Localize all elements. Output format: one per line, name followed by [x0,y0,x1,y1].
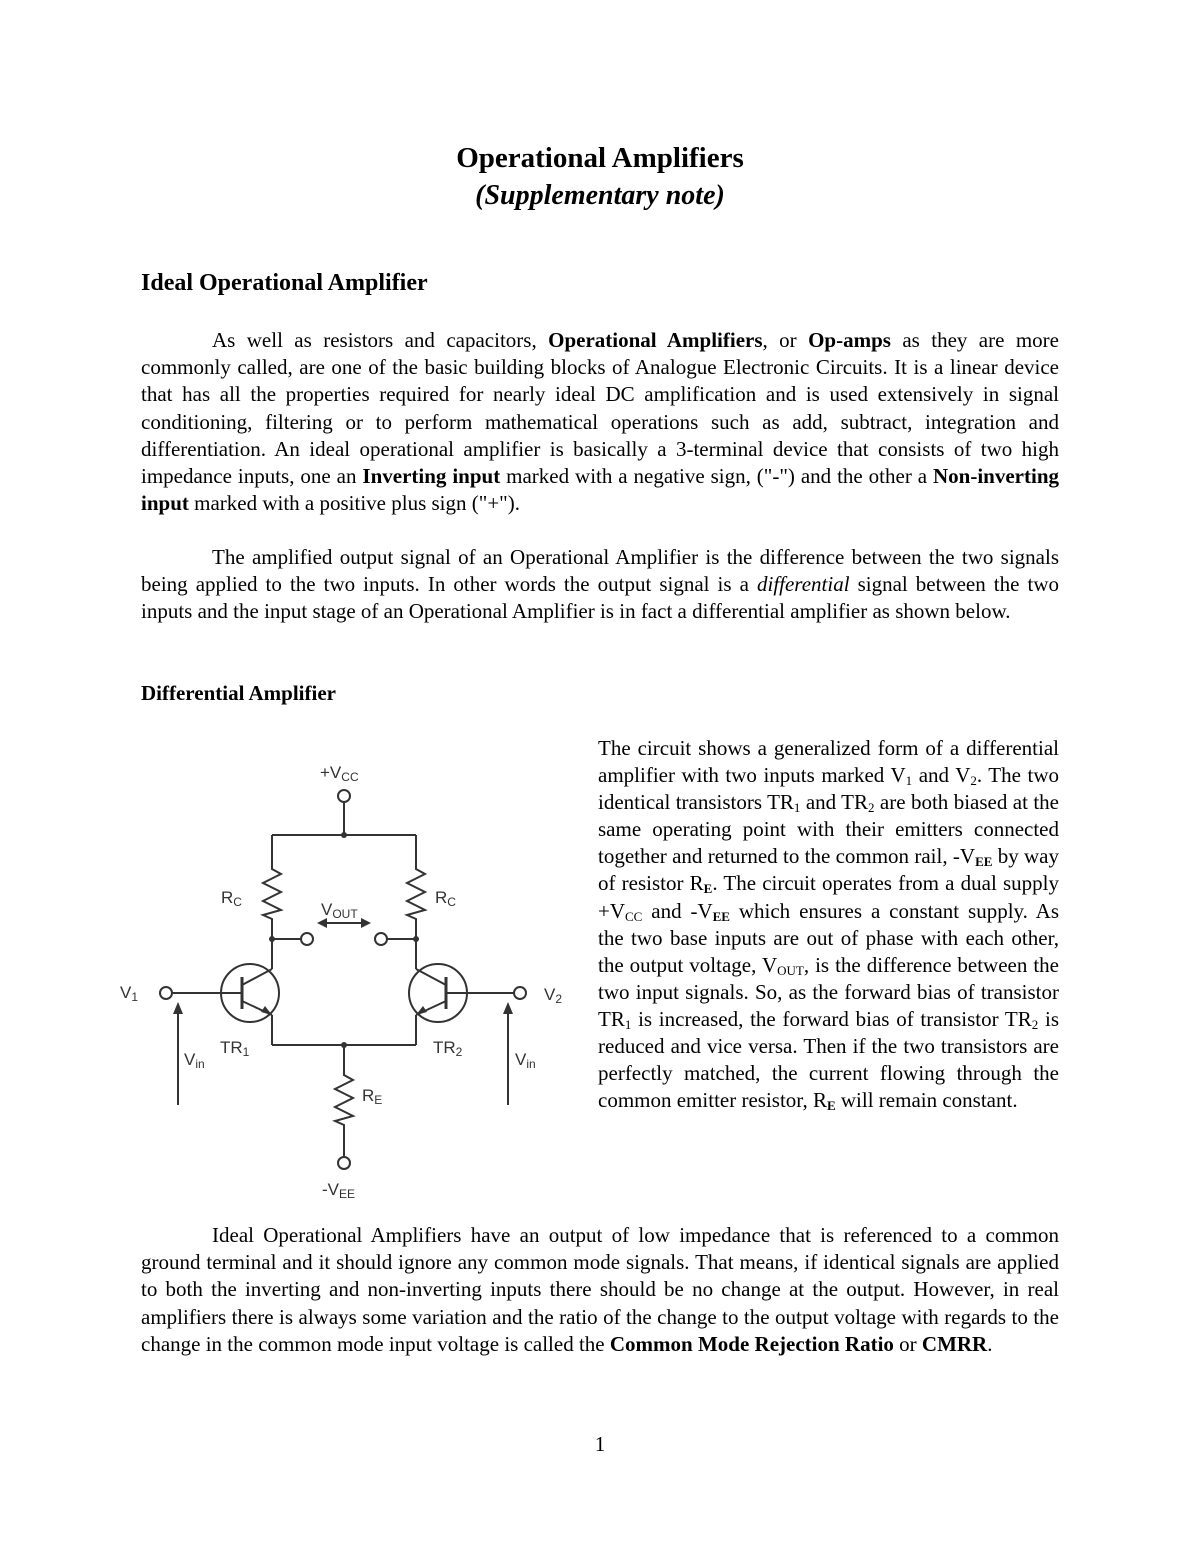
re-resistor [335,1070,353,1157]
v2-input-terminal [514,987,526,999]
vee-label: -VEE [322,1180,356,1201]
vout-terminal-right [375,933,387,945]
vcc-terminal [338,790,350,802]
vout-terminal-left [301,933,313,945]
rc-left-resistor [263,863,281,939]
rc-left-label: RC [221,888,242,909]
vcc-label: +VCC [320,763,359,784]
re-label: RE [362,1086,383,1107]
section-heading-differential-amplifier: Differential Amplifier [141,681,336,705]
section-heading-ideal-op-amp: Ideal Operational Amplifier [141,270,428,296]
tr2-label: TR2 [433,1038,463,1059]
rc-right-resistor [407,863,425,939]
page-number: 1 [594,1432,606,1456]
vee-terminal [338,1157,350,1169]
differential-amplifier-circuit-diagram [110,755,580,1205]
vin-left-label: Vin [184,1050,205,1071]
paragraph-intro: As well as resistors and capacitors, Operational Amplifiers, or Op-amps as they are more commonly called, are one of the basic building blocks of Analogue Electronic Circuits. It is a linear device that has all the properties required for nearly ideal DC amplification and is used extensively in signal conditioning, filtering or to perform mathematical operations such as add, subtract, integration and differentiation. An ideal operational amplifier is basically a 3-terminal device that consists of two high impedance inputs, one an Inverting input marked with a negative sign, ("-") and the other a Non-inverting input marked with a positive plus sign ("+"). [141,328,1059,516]
document-subtitle: (Supplementary note) [475,180,725,211]
vout-label: VOUT [321,900,358,921]
v2-label: V2 [544,985,563,1006]
paragraph-differential: The amplified output signal of an Operational Amplifier is the difference between the two signals being applied to the two inputs. In other words the output signal is a differential signal between the two inputs and the input stage of an Operational Amplifier is in fact a differential amplifier as shown below. [141,545,1059,624]
v1-input-terminal [160,987,172,999]
paragraph-circuit-description: The circuit shows a generalized form of a differential amplifier with two inputs marked $V_1$ and $V_2$. The two identical transistors $TR_1$ and $TR_2$ are both biased at the same operating point with their emitters connected together and returned to the common rail, $-V_{EE}$ by way of resistor $R_E$. The circuit operates from a dual supply $+V_{CC}$ and $-V_{EE}$ which ensures a constant supply. As the two base inputs are out of phase with each other, the output voltage, $V_{OUT}$, is the difference between the two input signals. So, as the forward bias of transistor $TR_1$ is increased, the forward bias of transistor $TR_2$ is reduced and vice versa. Then if the two transistors are perfectly matched, the current flowing through the common emitter resistor, $R_E$ will remain constant. [598,736,1060,1114]
tr1-label: TR1 [220,1038,250,1059]
rc-right-label: RC [435,888,456,909]
v1-label: V1 [120,983,139,1004]
paragraph-cmrr: Ideal Operational Amplifiers have an output of low impedance that is referenced to a common ground terminal and it should ignore any common mode signals. That means, if identical signals are applied to both the inverting and non-inverting inputs there should be no change at the output. However, in real amplifiers there is always some variation and the ratio of the change to the output voltage with regards to the change in the common mode input voltage is called the Common Mode Rejection Ratio or CMRR. [141,1223,1059,1356]
vin-right-label: Vin [515,1050,536,1071]
document-title: Operational Amplifiers [456,142,744,174]
